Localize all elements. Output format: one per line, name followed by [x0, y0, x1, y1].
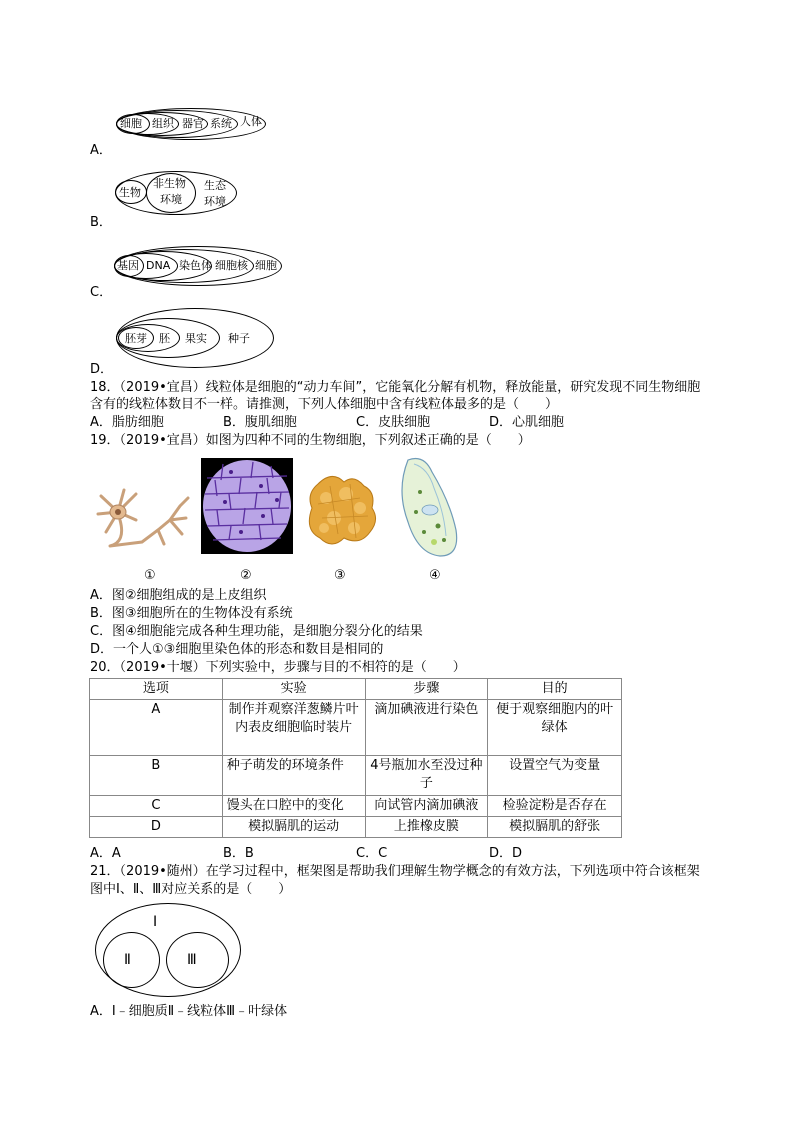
label: 胚 — [159, 332, 170, 345]
table-cell: 滴加碘液进行染色 — [365, 700, 488, 756]
option-d: D．心肌细胞 — [489, 415, 565, 430]
label: 种子 — [228, 332, 250, 345]
table-cell: 检验淀粉是否存在 — [488, 796, 622, 817]
label: 环境 — [204, 195, 226, 208]
label: 人体 — [240, 115, 262, 128]
table-cell: 上推橡皮膜 — [365, 817, 488, 838]
label-iii: Ⅲ — [187, 952, 197, 968]
neuron-cell-image — [96, 482, 192, 552]
label: 环境 — [160, 193, 182, 206]
option-a: A．A — [90, 846, 121, 861]
figure-label-3: ③ — [334, 568, 346, 583]
label: 胚芽 — [125, 332, 147, 345]
option-c: C．C — [356, 846, 388, 861]
label: 器官 — [182, 117, 204, 130]
table-row — [90, 796, 622, 817]
label: 生态 — [204, 179, 226, 192]
column-header: 步骤 — [365, 679, 488, 700]
column-header: 实验 — [222, 679, 365, 700]
table-cell: A — [90, 700, 223, 756]
question-21-line-1: 21．（2019•随州）在学习过程中，框架图是帮助我们理解生物学概念的有效方法，下列选项中符合该框架 — [90, 864, 700, 879]
option-d: D．D — [489, 846, 523, 861]
figure-label-2: ② — [240, 568, 252, 583]
label: DNA — [146, 259, 171, 272]
option-b: B．B — [223, 846, 254, 861]
option-b: B．腹肌细胞 — [223, 415, 297, 430]
option-c: C．图④细胞能完成各种生理功能，是细胞分裂分化的结果 — [90, 624, 423, 639]
column-header: 目的 — [488, 679, 622, 700]
table-row — [90, 756, 622, 796]
option-c: C．皮肤细胞 — [356, 415, 431, 430]
option-letter: C． — [90, 285, 113, 300]
label-i: Ⅰ — [153, 914, 158, 930]
option-letter: B． — [90, 215, 112, 230]
label: 系统 — [210, 117, 232, 130]
label: 生物 — [119, 186, 141, 199]
question-18-line-2: 含有的线粒体数目不一样。请推测，下列人体细胞中含有线粒体最多的是（ ） — [90, 397, 559, 412]
label: 基因 — [117, 259, 139, 272]
table-cell: 设置空气为变量 — [488, 756, 622, 796]
table-cell: 向试管内滴加碘液 — [365, 796, 488, 817]
label-ii: Ⅱ — [124, 952, 131, 968]
question-18-line-1: 18．（2019•宜昌）线粒体是细胞的“动力车间”，它能氧化分解有机物，释放能量，研究发现不同生物细胞 — [90, 380, 701, 395]
label: 细胞核 — [215, 259, 248, 272]
table-cell: D — [90, 817, 223, 838]
table-cell: 模拟膈肌的运动 — [222, 817, 365, 838]
table-header-row — [90, 679, 622, 700]
table-row — [90, 817, 622, 838]
label: 组织 — [152, 117, 174, 130]
option-a: A．图②细胞组成的是上皮组织 — [90, 588, 267, 603]
question-20-stem: 20．（2019•十堰）下列实验中，步骤与目的不相符的是（ ） — [90, 660, 466, 675]
figure-label-4: ④ — [429, 568, 441, 583]
table-cell: C — [90, 796, 223, 817]
label: 细胞 — [255, 259, 277, 272]
table-cell: 制作并观察洋葱鳞片叶内表皮细胞临时装片 — [222, 700, 365, 756]
experiment-table — [89, 678, 622, 838]
option-letter: A． — [90, 143, 112, 158]
table-cell: B — [90, 756, 223, 796]
option-b: B．图③细胞所在的生物体没有系统 — [90, 606, 293, 621]
label: 细胞 — [120, 117, 142, 130]
label: 非生物 — [153, 177, 186, 190]
column-header: 选项 — [90, 679, 223, 700]
epidermis-micrograph-image — [201, 458, 293, 554]
option-a: A．脂肪细胞 — [90, 415, 164, 430]
label: 染色体 — [179, 259, 212, 272]
single-cell-organism-image — [394, 452, 464, 562]
question-19-stem: 19．（2019•宜昌）如图为四种不同的生物细胞，下列叙述正确的是（ ） — [90, 433, 531, 448]
option-letter: D． — [90, 362, 114, 377]
figure-label-1: ① — [144, 568, 156, 583]
table-cell: 种子萌发的环境条件 — [222, 756, 365, 796]
table-cell: 4号瓶加水至没过种子 — [365, 756, 488, 796]
table-cell: 便于观察细胞内的叶绿体 — [488, 700, 622, 756]
option-d: D．一个人①③细胞里染色体的形态和数目是相同的 — [90, 642, 384, 657]
tissue-cell-image — [302, 468, 382, 552]
table-cell: 馒头在口腔中的变化 — [222, 796, 365, 817]
table-row — [90, 700, 622, 756]
inner-circle-iii — [166, 932, 229, 988]
label: 果实 — [185, 332, 207, 345]
inner-circle-ii — [103, 932, 160, 988]
question-21-line-2: 图中Ⅰ、Ⅱ、Ⅲ对应关系的是（ ） — [90, 882, 292, 897]
table-cell: 模拟膈肌的舒张 — [488, 817, 622, 838]
option-a: A．Ⅰ﹣细胞质Ⅱ﹣线粒体Ⅲ﹣叶绿体 — [90, 1004, 288, 1019]
